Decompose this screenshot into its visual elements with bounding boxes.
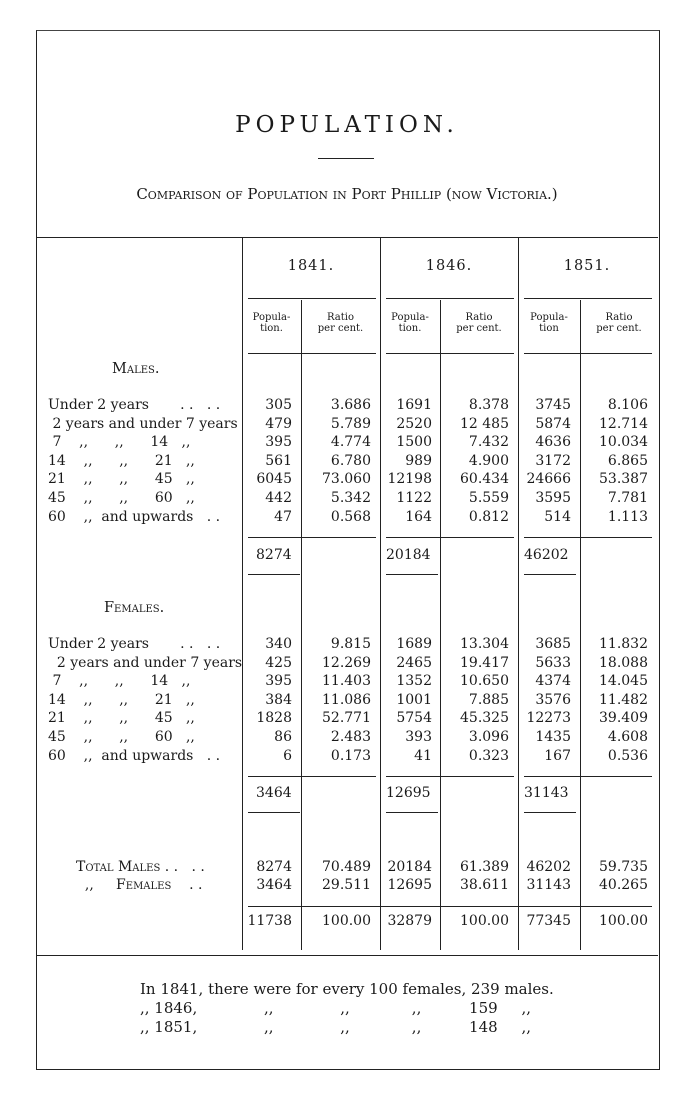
summary-males-cell: 59.735 [599, 859, 648, 875]
males-cell: 60.434 [460, 471, 509, 488]
males-cell: 12198 [387, 471, 432, 488]
males-cell: 47 [274, 508, 292, 525]
males-cell: 442 [265, 490, 292, 506]
females-cell: 0.323 [468, 747, 509, 764]
males-cell: 5.789 [330, 415, 371, 432]
females-cell: 11.403 [322, 673, 371, 690]
females-cell: 86 [274, 729, 292, 745]
males-row-label: 14 ,, ,, 21 ,, [48, 452, 195, 469]
males-row-label: 60 ,, and upwards . . [48, 508, 221, 525]
females-total-under-1 [248, 812, 300, 813]
males-cell: 395 [265, 434, 292, 451]
col-divider-3 [518, 237, 519, 950]
females-cell: 1689 [396, 636, 432, 652]
grand-total-cell: 11738 [247, 913, 292, 929]
section-females: Females. [104, 600, 165, 616]
males-cell: 479 [265, 415, 292, 432]
males-cell: 3745 [535, 397, 571, 413]
males-cell: 7.781 [607, 490, 648, 506]
males-row-label: 21 ,, ,, 45 ,, [48, 471, 195, 488]
subtitle: Comparison of Population in Port Phillip (now Victoria.) [136, 185, 558, 203]
summary-females-cell: 40.265 [599, 877, 648, 893]
males-cell: 305 [265, 397, 292, 413]
females-cell: 1001 [396, 691, 432, 708]
males-cell: 24666 [526, 471, 571, 488]
females-cell: 395 [265, 673, 292, 690]
grand-total-cell: 100.00 [322, 913, 371, 929]
males-cell: 0.812 [468, 508, 509, 525]
females-cell: 11.086 [322, 691, 371, 708]
males-cell: 5.342 [330, 490, 371, 506]
males-cell: 1500 [396, 434, 432, 451]
section-males: Males. [112, 361, 160, 377]
females-row-label: 45 ,, ,, 60 ,, [48, 729, 195, 745]
females-cell: 39.409 [599, 710, 648, 727]
males-cell: 12.714 [599, 415, 648, 432]
females-sum-rule-2 [386, 776, 514, 777]
colhead-pop-1851: Popula- tion [530, 312, 568, 334]
page-title: POPULATION. [235, 112, 459, 138]
males-total: 20184 [386, 547, 431, 563]
males-cell: 989 [405, 452, 432, 469]
males-cell: 6.780 [330, 452, 371, 469]
colhead-pop-1841: Popula- tion. [252, 312, 291, 334]
females-cell: 393 [405, 729, 432, 745]
males-cell: 6.865 [607, 452, 648, 469]
summary-females-cell: 3464 [256, 877, 292, 893]
females-total-under-2 [386, 812, 438, 813]
males-cell: 12 485 [460, 415, 509, 432]
year-1851: 1851. [563, 258, 611, 274]
males-cell: 5.559 [468, 490, 509, 506]
males-total-under-3 [524, 574, 576, 575]
males-cell: 0.568 [330, 508, 371, 525]
colhead-ratio-1851: Ratio per cent. [596, 312, 642, 334]
females-cell: 2465 [396, 654, 432, 671]
females-cell: 9.815 [330, 636, 371, 652]
females-cell: 1435 [535, 729, 571, 745]
summary-females-cell: 38.611 [460, 877, 509, 893]
females-cell: 12.269 [322, 654, 371, 671]
females-row-label: 7 ,, ,, 14 ,, [48, 673, 191, 690]
females-total: 12695 [386, 785, 431, 801]
females-cell: 11.832 [599, 636, 648, 652]
males-row-label: 45 ,, ,, 60 ,, [48, 490, 195, 506]
females-sum-rule-3 [524, 776, 652, 777]
males-cell: 5874 [535, 415, 571, 432]
males-total-under-1 [248, 574, 300, 575]
males-cell: 73.060 [322, 471, 371, 488]
summary-females-cell: 31143 [526, 877, 571, 893]
females-row-label: 2 years and under 7 years [48, 654, 243, 671]
females-cell: 1352 [396, 673, 432, 690]
colhead-rule-2 [386, 353, 514, 354]
females-cell: 5754 [396, 710, 432, 727]
females-cell: 14.045 [599, 673, 648, 690]
females-cell: 340 [265, 636, 292, 652]
males-total: 8274 [256, 547, 292, 563]
females-cell: 18.088 [599, 654, 648, 671]
females-cell: 19.417 [460, 654, 509, 671]
males-cell: 10.034 [599, 434, 648, 451]
males-cell: 4.900 [468, 452, 509, 469]
grand-total-cell: 77345 [526, 913, 571, 929]
females-cell: 1828 [256, 710, 292, 727]
summary-females-row-label: ,, Females . . [76, 877, 203, 893]
summary-females-cell: 12695 [387, 877, 432, 893]
males-sum-rule-1 [248, 537, 376, 538]
colhead-ratio-1841: Ratio per cent. [317, 312, 364, 334]
col-divider-2 [380, 237, 381, 950]
males-cell: 561 [265, 452, 292, 469]
summary-males-cell: 8274 [256, 859, 292, 875]
females-cell: 45.325 [460, 710, 509, 727]
males-cell: 4.774 [330, 434, 371, 451]
females-cell: 3576 [535, 691, 571, 708]
females-total: 31143 [524, 785, 569, 801]
females-cell: 425 [265, 654, 292, 671]
females-cell: 10.650 [460, 673, 509, 690]
females-cell: 384 [265, 691, 292, 708]
colhead-rule-3 [524, 353, 652, 354]
year-1846: 1846. [425, 258, 473, 274]
year-rule-1 [248, 298, 376, 299]
grand-total-cell: 100.00 [599, 913, 648, 929]
males-cell: 3172 [535, 452, 571, 469]
grand-total-rule [248, 906, 652, 907]
year-1841: 1841. [287, 258, 335, 274]
females-row-label: 21 ,, ,, 45 ,, [48, 710, 195, 727]
males-cell: 1691 [396, 397, 432, 413]
males-row-label: 2 years and under 7 years [48, 415, 238, 432]
males-total-under-2 [386, 574, 438, 575]
females-cell: 3.096 [468, 729, 509, 745]
females-row-label: Under 2 years . . . . [48, 636, 221, 652]
females-cell: 167 [544, 747, 571, 764]
females-cell: 12273 [526, 710, 571, 727]
males-cell: 7.432 [468, 434, 509, 451]
females-cell: 52.771 [322, 710, 371, 727]
males-cell: 4636 [535, 434, 571, 451]
males-cell: 514 [544, 508, 571, 525]
males-cell: 2520 [396, 415, 432, 432]
males-sum-rule-3 [524, 537, 652, 538]
females-cell: 2.483 [330, 729, 371, 745]
females-total: 3464 [256, 785, 292, 801]
males-cell: 1122 [396, 490, 432, 506]
females-cell: 6 [283, 747, 292, 764]
footnote-line-3: ,, 1851, ,, ,, ,, 148 ,, [140, 1018, 532, 1036]
males-cell: 8.106 [607, 397, 648, 413]
col-divider-1 [242, 237, 243, 950]
title-rule [318, 158, 374, 159]
males-row-label: 7 ,, ,, 14 ,, [48, 434, 191, 451]
grand-total-cell: 100.00 [460, 913, 509, 929]
footnote-line-2: ,, 1846, ,, ,, ,, 159 ,, [140, 999, 532, 1017]
females-cell: 7.885 [468, 691, 509, 708]
footer-rule [36, 955, 658, 956]
males-cell: 8.378 [468, 397, 509, 413]
summary-females-cell: 29.511 [322, 877, 371, 893]
summary-males-row-label: Total Males . . . . [76, 859, 205, 875]
females-cell: 0.536 [607, 747, 648, 764]
header-rule [36, 237, 658, 238]
females-row-label: 60 ,, and upwards . . [48, 747, 221, 764]
males-cell: 1.113 [607, 508, 648, 525]
year-rule-3 [524, 298, 652, 299]
males-cell: 6045 [256, 471, 292, 488]
males-sum-rule-2 [386, 537, 514, 538]
females-cell: 11.482 [599, 691, 648, 708]
colhead-pop-1846: Popula- tion. [391, 312, 429, 334]
females-cell: 13.304 [460, 636, 509, 652]
colhead-rule-1 [248, 353, 376, 354]
summary-males-cell: 20184 [387, 859, 432, 875]
summary-males-cell: 46202 [526, 859, 571, 875]
year-rule-2 [386, 298, 514, 299]
males-cell: 3.686 [330, 397, 371, 413]
summary-males-cell: 61.389 [460, 859, 509, 875]
males-row-label: Under 2 years . . . . [48, 397, 221, 413]
females-row-label: 14 ,, ,, 21 ,, [48, 691, 195, 708]
summary-males-cell: 70.489 [322, 859, 371, 875]
females-cell: 3685 [535, 636, 571, 652]
males-cell: 3595 [535, 490, 571, 506]
males-cell: 53.387 [599, 471, 648, 488]
females-total-under-3 [524, 812, 576, 813]
females-cell: 4374 [535, 673, 571, 690]
females-cell: 41 [414, 747, 432, 764]
females-cell: 4.608 [607, 729, 648, 745]
grand-total-cell: 32879 [387, 913, 432, 929]
footnote-line-1: In 1841, there were for every 100 females, 239 males. [140, 980, 554, 998]
females-cell: 0.173 [330, 747, 371, 764]
males-total: 46202 [524, 547, 569, 563]
females-sum-rule-1 [248, 776, 376, 777]
females-cell: 5633 [535, 654, 571, 671]
colhead-ratio-1846: Ratio per cent. [456, 312, 502, 334]
males-cell: 164 [405, 508, 432, 525]
